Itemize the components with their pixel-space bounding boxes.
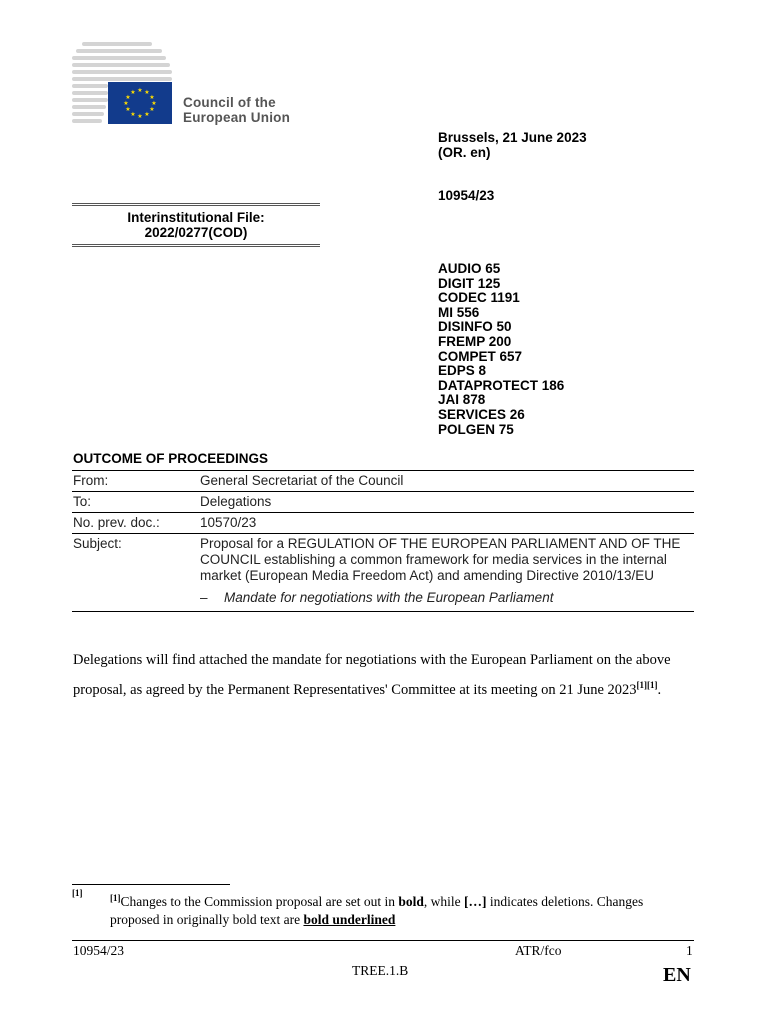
footnote-part1: Changes to the Commission proposal are set out in: [120, 894, 399, 909]
svg-text:★: ★: [137, 113, 143, 120]
footnote-bold-underlined: bold underlined: [303, 912, 396, 927]
footer-rule: [72, 940, 694, 941]
paragraph-text: Delegations will find attached the mandate for negotiations with the European Parliament on the above proposal, as agreed by the Permanent Representatives' Committee at its meeting on 21 June 2023: [73, 652, 671, 698]
interinstitutional-file-box: [72, 203, 320, 247]
subject-mandate: [200, 590, 694, 609]
code-item: COMPET 657: [438, 348, 523, 364]
subject-label: Subject:: [73, 536, 122, 551]
svg-text:★: ★: [151, 100, 157, 107]
svg-text:★: ★: [149, 106, 155, 113]
table-row: [72, 492, 694, 513]
dash: –: [200, 590, 208, 605]
double-rule-bottom: [72, 244, 320, 247]
section-title: OUTCOME OF PROCEEDINGS: [73, 451, 269, 466]
proceedings-table: [72, 470, 694, 612]
double-rule-top: [72, 203, 320, 206]
code-item: CODEC 1191: [438, 290, 520, 306]
svg-text:★: ★: [137, 87, 143, 94]
from-value: General Secretariat of the Council: [200, 473, 404, 488]
svg-text:★: ★: [125, 94, 131, 101]
code-item: EDPS 8: [438, 363, 487, 379]
council-logo: [70, 40, 310, 130]
code-item: DIGIT 125: [438, 275, 501, 291]
svg-text:★: ★: [130, 111, 136, 118]
footnote-part2: , while: [423, 894, 465, 909]
table-row: [72, 471, 694, 492]
code-item: DATAPROTECT 186: [438, 377, 565, 393]
org-name: [183, 95, 290, 125]
to-label: To:: [73, 494, 92, 509]
date-block: [438, 131, 587, 160]
code-item: FREMP 200: [438, 333, 512, 349]
paragraph-period: .: [657, 682, 662, 698]
svg-text:★: ★: [144, 89, 150, 96]
code-item: DISINFO 50: [438, 319, 512, 335]
original-language: (OR. en): [438, 144, 491, 160]
eu-flag-icon: [108, 82, 172, 124]
svg-text:★: ★: [123, 100, 129, 107]
to-value: Delegations: [200, 494, 272, 509]
code-item: SERVICES 26: [438, 406, 525, 422]
document-date: Brussels, 21 June 2023: [438, 130, 587, 145]
from-label: From:: [73, 473, 109, 488]
mandate-text: Mandate for negotiations with the European Parliament: [224, 590, 554, 605]
svg-text:★: ★: [149, 94, 155, 101]
footer-language: EN: [663, 964, 691, 986]
footnote-part3: indicates deletions. Changes proposed in originally bold text are: [110, 894, 644, 927]
code-item: JAI 878: [438, 392, 486, 408]
interinstitutional-label: Interinstitutional File:: [127, 210, 265, 225]
footnote-reference[interactable]: [1][1]: [636, 680, 658, 690]
table-row: [72, 534, 694, 611]
subject-value: Proposal for a REGULATION OF THE EUROPEAN PARLIAMENT AND OF THE COUNCIL establishing a common framework for media services in the internal market (European Media Freedom Act) and amending Directive 2010/13/EU: [200, 536, 681, 583]
footnote-rule: [72, 884, 230, 885]
document-number: 10954/23: [438, 188, 495, 203]
footnote-marker: [1]: [72, 888, 83, 898]
org-name-line1: Council of the: [183, 95, 276, 110]
footnote-text: [110, 889, 690, 929]
svg-text:★: ★: [130, 89, 136, 96]
body-paragraph: [73, 648, 695, 703]
org-name-line2: European Union: [183, 110, 291, 125]
code-item: POLGEN 75: [438, 421, 514, 437]
svg-text:★: ★: [125, 106, 131, 113]
svg-text:★: ★: [144, 111, 150, 118]
footnote-deletion-marker: […]: [464, 894, 487, 909]
table-row: [72, 513, 694, 534]
footer-initials: ATR/fco: [515, 943, 562, 958]
footnote-bold-word: bold: [398, 894, 424, 909]
interinstitutional-number: 2022/0277(COD): [144, 225, 248, 240]
subject-codes: [438, 262, 564, 437]
footnote-inner-marker: [1]: [110, 893, 121, 903]
code-item: MI 556: [438, 304, 480, 320]
footer-doc-number: 10954/23: [73, 943, 125, 958]
footer-page-number: 1: [686, 943, 693, 958]
footer-department: TREE.1.B: [352, 963, 409, 978]
code-item: AUDIO 65: [438, 261, 501, 276]
prev-doc-label: No. prev. doc.:: [73, 515, 160, 530]
prev-doc-value: 10570/23: [200, 515, 257, 530]
